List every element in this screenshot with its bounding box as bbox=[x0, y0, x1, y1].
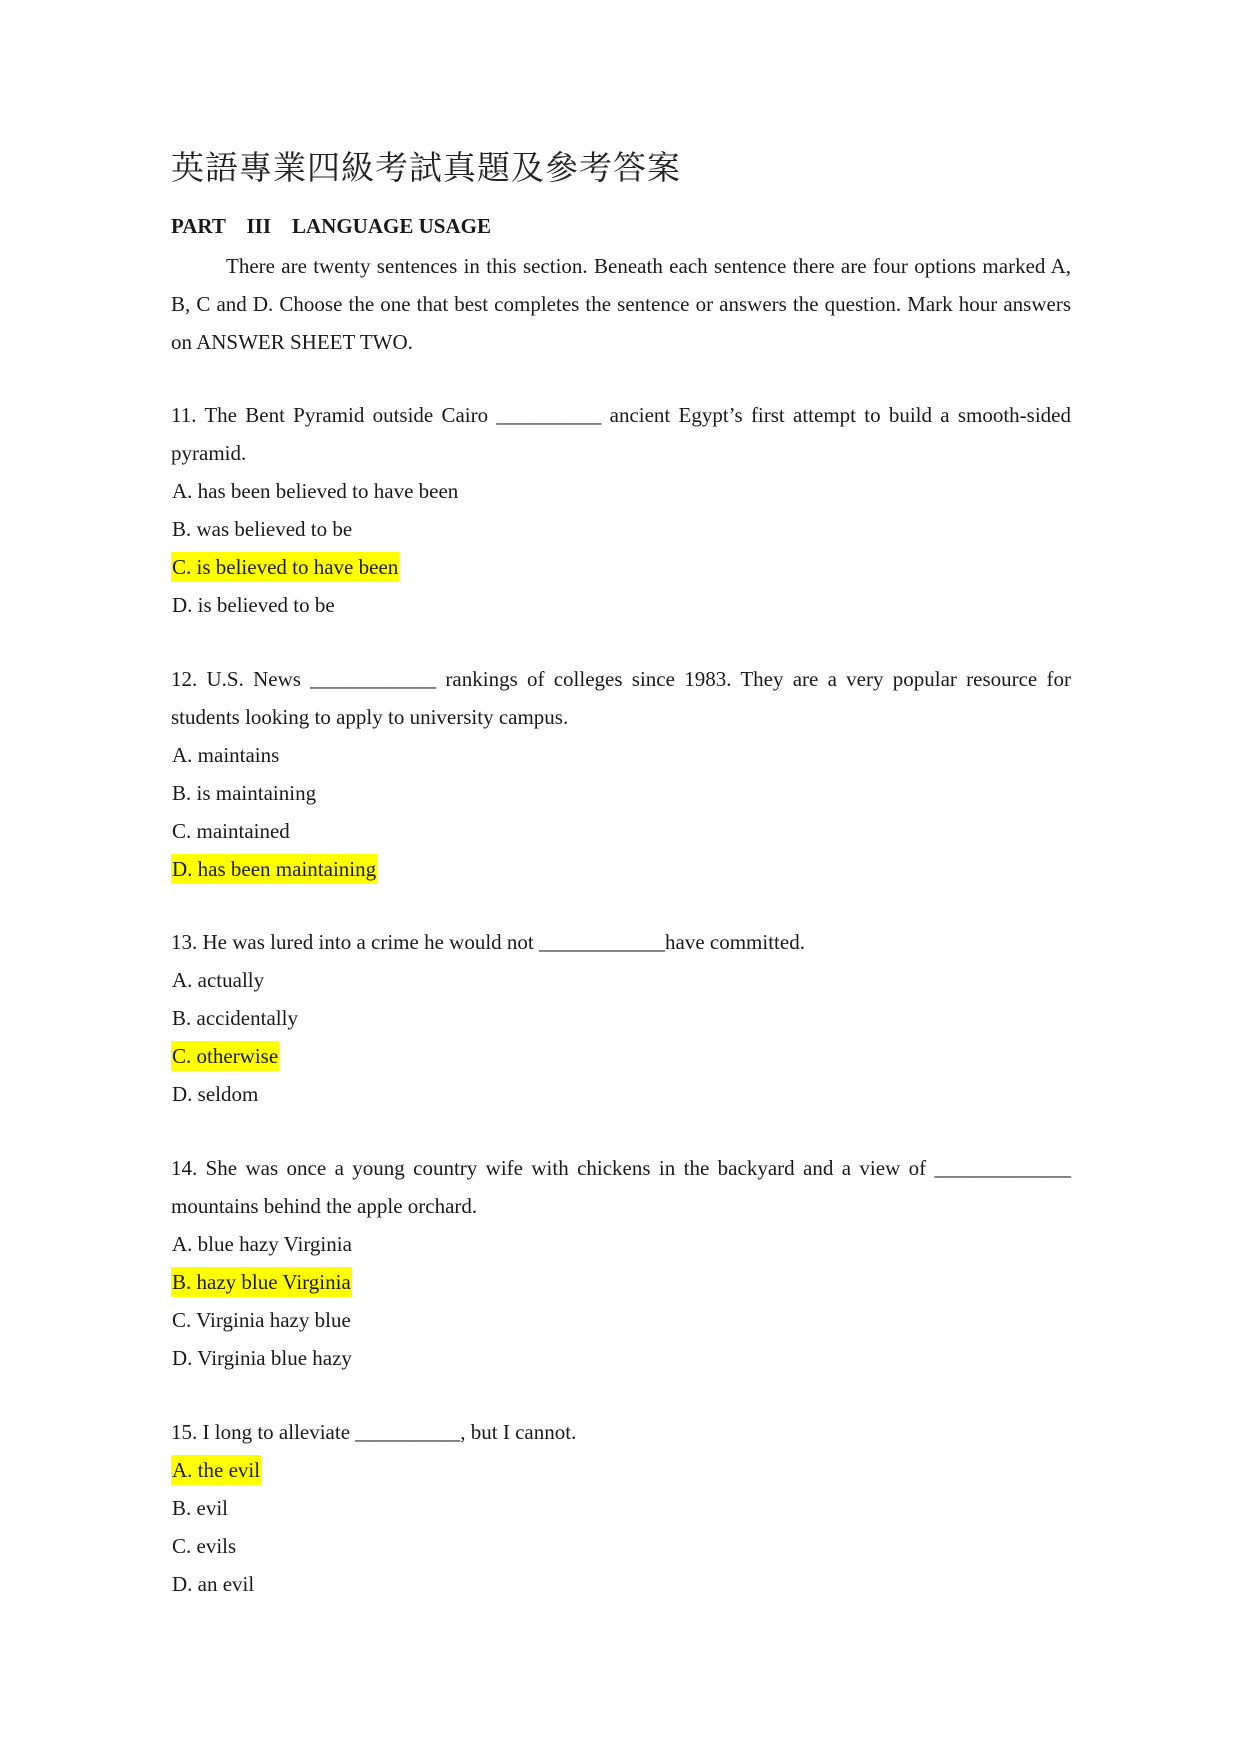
option-text: B. evil bbox=[172, 1496, 228, 1520]
question-stem: 14. She was once a young country wife with chickens in the backyard and a view of _____________ mountains behind the apple orchard. bbox=[171, 1156, 1071, 1218]
option-b-correct bbox=[171, 1263, 1071, 1301]
question-14 bbox=[171, 1149, 1071, 1377]
option-c-correct bbox=[171, 1037, 1071, 1075]
section-heading: PART III LANGUAGE USAGE bbox=[171, 214, 491, 238]
option-c bbox=[171, 812, 1071, 850]
option-d bbox=[171, 1339, 1071, 1377]
question-13 bbox=[171, 923, 1071, 1113]
option-a bbox=[171, 736, 1071, 774]
option-text-highlighted: D. has been maintaining bbox=[171, 854, 377, 884]
option-a bbox=[171, 961, 1071, 999]
question-12 bbox=[171, 660, 1071, 888]
option-d bbox=[171, 1075, 1071, 1113]
option-b bbox=[171, 999, 1071, 1037]
option-b bbox=[171, 774, 1071, 812]
question-stem: 11. The Bent Pyramid outside Cairo __________ ancient Egypt’s first attempt to build a smooth-sided pyramid. bbox=[171, 403, 1071, 465]
question-stem: 13. He was lured into a crime he would not ____________have committed. bbox=[171, 930, 805, 954]
option-text: C. maintained bbox=[172, 819, 290, 843]
option-text: D. Virginia blue hazy bbox=[172, 1346, 352, 1370]
option-a bbox=[171, 472, 1071, 510]
question-stem: 12. U.S. News ____________ rankings of colleges since 1983. They are a very popular resource for students looking to apply to university campus. bbox=[171, 667, 1071, 729]
option-b bbox=[171, 1489, 1071, 1527]
option-c bbox=[171, 1527, 1071, 1565]
option-text: A. has been believed to have been bbox=[172, 479, 459, 503]
option-c-correct bbox=[171, 548, 1071, 586]
option-text: B. is maintaining bbox=[172, 781, 317, 805]
option-text: A. maintains bbox=[172, 743, 280, 767]
question-stem: 15. I long to alleviate __________, but I cannot. bbox=[171, 1420, 577, 1444]
option-d-correct bbox=[171, 850, 1071, 888]
option-text-highlighted: C. is believed to have been bbox=[171, 552, 399, 582]
option-c bbox=[171, 1301, 1071, 1339]
option-text: C. Virginia hazy blue bbox=[172, 1308, 351, 1332]
option-text: A. blue hazy Virginia bbox=[172, 1232, 352, 1256]
option-d bbox=[171, 1565, 1071, 1603]
option-text: C. evils bbox=[172, 1534, 237, 1558]
page-title: 英語專業四級考試真題及參考答案 bbox=[171, 148, 681, 187]
option-b bbox=[171, 510, 1071, 548]
option-text: B. was believed to be bbox=[172, 517, 353, 541]
question-15 bbox=[171, 1413, 1071, 1603]
option-a bbox=[171, 1225, 1071, 1263]
option-text: D. seldom bbox=[172, 1082, 259, 1106]
option-a-correct bbox=[171, 1451, 1071, 1489]
option-text-highlighted: A. the evil bbox=[171, 1455, 261, 1485]
option-d bbox=[171, 586, 1071, 624]
option-text: D. an evil bbox=[172, 1572, 255, 1596]
option-text: D. is believed to be bbox=[172, 593, 335, 617]
section-instructions: There are twenty sentences in this section. Beneath each sentence there are four options marked A, B, C and D. Choose the one that best completes the sentence or answers the question. Mark hour answers on ANSWER SHEET TWO. bbox=[171, 254, 1071, 354]
option-text: B. accidentally bbox=[172, 1006, 298, 1030]
question-11 bbox=[171, 396, 1071, 624]
option-text-highlighted: B. hazy blue Virginia bbox=[171, 1267, 352, 1297]
option-text: A. actually bbox=[172, 968, 265, 992]
option-text-highlighted: C. otherwise bbox=[171, 1041, 279, 1071]
